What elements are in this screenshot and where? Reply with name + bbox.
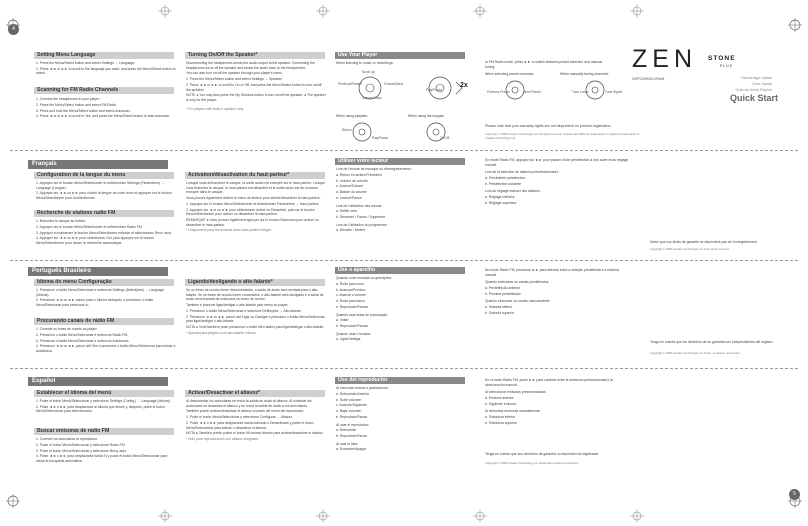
section-divider: [10, 150, 798, 151]
copyright: Copyright © 2008 Creative Technology Ltd. All rights reserved. Creative and ZEN are trademarks or registered trademarks of Creative Technology Ltd.: [485, 132, 640, 140]
fr-copyright: Copyright © 2008 Creative Technology Ltd. Tous droits réservés.: [650, 247, 730, 251]
section-header: Turning On/Off the Speaker*: [185, 52, 325, 59]
diagram-label: Play/Pause: [372, 136, 389, 140]
registration-mark-icon: [6, 494, 20, 508]
section-header: Utiliser votre lecteur: [335, 158, 465, 165]
page-number-left: 4: [8, 24, 19, 35]
diagram-label: On/Off: [440, 136, 450, 140]
diagram-label: Play/Pause: [426, 88, 443, 92]
registration-mark-icon: [158, 4, 172, 18]
language-band: Français: [28, 160, 168, 169]
es-copyright: Copyright © 2008 Creative Technology Ltd. Reservados todos los derechos.: [485, 461, 580, 465]
playlist-caption: When using playlists:: [336, 114, 368, 118]
diagram-label: Forward/Next: [384, 82, 404, 86]
registration-mark-icon: [316, 509, 330, 523]
section-header: Activar/Desactivar el altavoz*: [185, 390, 325, 397]
part-number: 03PF3209000-0Rev8: [632, 77, 665, 81]
section-header: Scanning for FM Radio Channels: [34, 87, 174, 94]
registration-mark-icon: [630, 4, 644, 18]
section-divider: [10, 260, 798, 261]
keypad-caption: When using the keypad:: [408, 114, 445, 118]
registration-mark-icon: [788, 18, 802, 32]
registration-mark-icon: [473, 509, 487, 523]
diagram-label: Previous Preset: [487, 90, 510, 94]
fr-scan-text: 1. Branchez le casque au lecteur. 2. Appuyez sur le bouton Menu/Sélectionner et sélectionnez Radio FM. 3. Appuyez et maintenez le bouton Menu/Sélectionner enfoncé et sélectionnez Rech. auto. 4. Appuyez sur ◄◄ ou ►► pour sélectionner Oui, puis appuyez sur le bouton Menu/Sélectionner pour lancer la recherche automatique.: [36, 219, 173, 245]
pt-copyright: Copyright © 2008 Creative Technology Ltd. Todos os direitos reservados.: [650, 351, 741, 355]
fm-manual-caption: When manually tuning channels:: [560, 72, 610, 76]
section-header: Configuration de la langue du menu: [34, 172, 174, 179]
double-press-badge: 2x: [460, 82, 468, 89]
quick-start-title: Quick Start: [730, 93, 779, 103]
fr-warranty: Notez que vos droits de garantie ne dépendent pas de l'enregistrement.: [650, 240, 758, 244]
section-header: Setting Menu Language: [34, 52, 174, 59]
diagram-label: Scroll Up: [362, 70, 375, 74]
es-warranty: Tenga en cuenta que sus derechos de garantía no dependen de registrarse.: [485, 452, 600, 456]
section-header: Use o aparelho: [335, 267, 465, 274]
fr-speaker-text: Lorsque vous débranchez le casque, la sortie audio est envoyée sur le haut-parleur. Lorsque vous branchez le casque, le haut-parleur est désactivé et la sortie audio est de nouveau envoyée dans le casque. Vous pouvez également activer le menu du lecteur pour activer/désactiver le haut-parleur. 1. Appuyez sur le bouton Menu/Sélectionner et sélectionnez Paramètres → Haut-parleur. 2. Appuyez sur ◄◄ ou ►► pour sélectionner Activé ou Désactivé, puis sur le bouton Menu/Sélectionner pour activer ou désactiver le haut-parleur. REMARQUE ● Vous pouvez également appuyer sur le bouton Raccourci pour activer ou désactiver le haut-parleur. * Uniquement pour les lecteurs avec haut-parleur intégré.: [186, 181, 326, 233]
fr-player-text: Lors de l'écoute de musique ou d'enregistrements : a. Retour en arrière/Précédent b. Volume de volume c. Avance/Suivant d. Baisse du volume e. Lecture/Pause Lors de l'utilisation des menus : a. Défiler vers b. Démarrer / Pause / Supprimer Lors de l'utilisation du programme : a. Dévoiler / Arrêter: [336, 167, 413, 233]
pt-speaker-text: Se os fones de ouvido forem desconectados, a saída de áudio será enviada para o alto-falante. Se os fones de ouvido forem conectados, o alto-falante será desligado e a saída de áudio será enviada de volta para os fones de ouvido. Também é possível ligar/desligar o alto-falante pelo menu do player. 1. Pressione o botão Menu/Selecionar e selecione Definições → Alto-falante. 2. Pressione ◄◄ ou ►► para ir até Ligar ou Desligar e pressione o botão Menu/Selecionar para ligar/desligar o alto-falante. NOTA ● Você também pode pressionar o botão Meu atalho para ligar/desligar o alto-falante. * Apenas para players com alto-falante interno.: [186, 288, 325, 335]
quick-start-pt: Guia de Início Rápido: [735, 88, 772, 92]
quick-start-fr: Démarrage rapide: [741, 76, 772, 80]
diagram-label: Tune Lower: [572, 90, 589, 94]
fr-language-text: 1. Appuyez sur le bouton Menu/Sélectionner et sélectionnez Settings (Paramètres) → Language (Langue). 2. Appuyez sur ◄◄ ou ►► pour choisir la langue de votre choix et appuyez sur le bouton Menu/Sélectionner pour la sélectionner.: [36, 181, 172, 200]
section-header: Uso del reproductor: [335, 377, 465, 384]
pt-language-text: 1. Pressione o botão Menu/Selecionar e selecione Settings (Definições) → Language (Idioma). 2. Pressione ◄◄ ou ►► para ir para o idioma desejado, e pressione o botão Menu/Selecionar para selecioná-lo.: [36, 288, 165, 307]
fr-fm-text: En mode Radio FM, appuyez sur ►► pour passer d'une présélection à une autre et au réglage manuel. Lors de la sélection de stations présélectionnées : a. Précédente présélection b. Présélection suivante Lors du réglage manuel des stations : a. Réglage inférieur b. Réglage supérieur: [485, 158, 629, 205]
registration-mark-icon: [158, 509, 172, 523]
es-language-text: 1. Pulse el botón Menú/Seleccionar y seleccione Settings (Config.) → Language (Idioma). 2. Pulse ◄◄ o ►► para desplazarse al idioma que desee y, después, pulse el botón Menú/Seleccionar para seleccionarlo.: [36, 399, 171, 414]
quick-start-es: Guía rápida: [752, 82, 772, 86]
section-header: Activation/désactivation du haut-parleur*: [185, 172, 325, 179]
language-band: Español: [28, 377, 168, 386]
es-player-text: Al escuchar música o grabaciones: a. Retroceder/Anterior b. Subir volumen c. Avanzar/Siguiente d. Bajar volumen e. Reproducir/Pausa Al usar el reproductor: a. Retroceder b. Reproducir/Pausa Al usar la lista: a. Encender/Apagar: [336, 386, 389, 452]
diagram-label: Next Preset: [524, 90, 541, 94]
section-header: Recherche de stations radio FM: [34, 210, 174, 217]
es-speaker-text: Al desconectar los auriculares se envía la salida de audio al altavoz. Al conectar los auriculares se desactiva el altavoz y se envía la salida de audio a los auriculares. También puede activar/desactivar el altavoz a través del menú del reproductor. 1. Pulse el botón Menú/Seleccionar y seleccione Configurar → Altavoz. 2. Pulse ◄◄ o ►► para desplazarse hasta Activado o Desactivado y pulse el botón Menú/Seleccionar para activar o desactivar el altavoz. NOTA ● También puede pulsar el botón Mi acceso directo para activar/desactivar el altavoz. * Sólo para reproductores con altavoz integrado.: [186, 399, 324, 442]
registration-mark-icon: [473, 4, 487, 18]
diagram-label: Previous/Rewind: [338, 82, 362, 86]
language-band: Português Brasileiro: [28, 267, 168, 276]
diagram-label: Return: [342, 128, 352, 132]
section-header: Establecer el idioma del menú: [34, 390, 174, 397]
section-divider: [10, 368, 798, 369]
player-diagram: [340, 120, 470, 144]
pt-warranty: Tenga en cuenta que los derechos de su garantía son independientes del registro.: [650, 340, 774, 344]
setting-language-text: 1. Press the Menu/Select button and select Settings → Language. 2. Press ◄◄ or ►► to scroll to the language you want, and press the Menu/Select button to select.: [36, 61, 176, 76]
zen-stone-logo: ZEN STONE PLUS: [632, 45, 736, 73]
section-header: Use Your Player: [335, 52, 465, 59]
section-header: Idioma do menu Configuração: [34, 279, 174, 286]
pt-fm-text: No modo Rádio FM, pressione ►► para alternar entre a seleção predefinida e a sintonia manual. Quando selecionar os canais predefinidos: a. Predefinição anterior b. Próxima predefinição Quando sintonizar os canais manualmente: a. Sintonia inferior b. Sintonia superior: [485, 268, 619, 315]
diagram-label: Volume Down: [362, 96, 382, 100]
registration-mark-icon: [630, 509, 644, 523]
pt-scan-text: 1. Conecte os fones de ouvido ao player. 2. Pressione o botão Menu/Selecionar e selecione Rádio FM. 3. Pressione o botão Menu/Selecionar e selecione Autobusca. 4. Pressione ◄◄ ou ►► para ir até Sim e pressione o botão Menu/Selecionar para iniciar a autobusca.: [36, 327, 176, 353]
registration-mark-icon: [316, 4, 330, 18]
warranty-note: Please note that your warranty rights are not dependent on product registration.: [485, 124, 612, 128]
fm-radio-text: In FM Radio mode, press ►► to switch between preset selection and manual tuning.: [485, 60, 602, 69]
fm-preset-caption: When selecting preset channels:: [485, 72, 535, 76]
use-player-intro: When listening to music or recordings:: [336, 61, 394, 65]
diagram-label: Tune Higher: [605, 90, 623, 94]
scanning-text: 1. Connect the headphones to your player. 2. Press the Menu/Select button and select FM Radio. 3. Press and hold the Menu/Select button and select Autoscan. 4. Press ◄◄ or ►► to scroll to Yes, and press the Menu/Select button to start autoscan.: [36, 97, 171, 119]
es-scan-text: 1. Conecte los auriculares al reproductor. 2. Pulse el botón Menú/Seleccionar y seleccione Radio FM. 3. Pulse el botón Menú/Seleccionar y seleccione Búsq. auto. 4. Pulse ◄◄ o ►► para desplazarse hasta Sí y pulse el botón Menú/Seleccionar para iniciar la búsqueda automática.: [36, 437, 168, 463]
page-number-right: 5: [789, 489, 800, 500]
speaker-text: Disconnecting the headphones sends the audio output to the speaker. Connecting the headphones turns off the speaker and sends the audio back to the headphones. You can also turn on/off the speaker through your player's menu. 1. Press the Menu/Select button and select Settings → Speaker. 2. Press ◄◄ or ►► to scroll to On or Off, and press the Menu/Select button to turn on/off the speaker. NOTE ● You may also press the My Shortcut button to turn on/off the speaker. ● The speaker is only for the player. * For players with built-in speaker only.: [186, 61, 326, 111]
section-header: Buscar emisoras de radio FM: [34, 428, 174, 435]
es-fm-text: En el modo Radio FM, pulse ►► para cambiar entre la selección presintonizada y la sintonización manual. Al seleccionar emisoras presintonizadas: a. Emisora anterior b. Siguiente emisora Al sintonizar emisoras manualmente: a. Sintonizar inferior b. Sintonizar superior: [485, 378, 613, 425]
section-header: Ligando/desligando o alto-falante*: [185, 279, 325, 286]
section-header: Procurando canais de rádio FM: [34, 318, 174, 325]
pt-player-text: Quando ouvir músicas ou gravações: a. Rolar para cima b. Avançar/Próximo c. Abaixar o volume d. Rolar para baixo e. Reproduzir/Pausar Quando usar listas de reprodução: a. Voltar b. Reproduzir/Pausar Quando usar o teclado: a. Ligar/Desligar: [336, 276, 392, 342]
